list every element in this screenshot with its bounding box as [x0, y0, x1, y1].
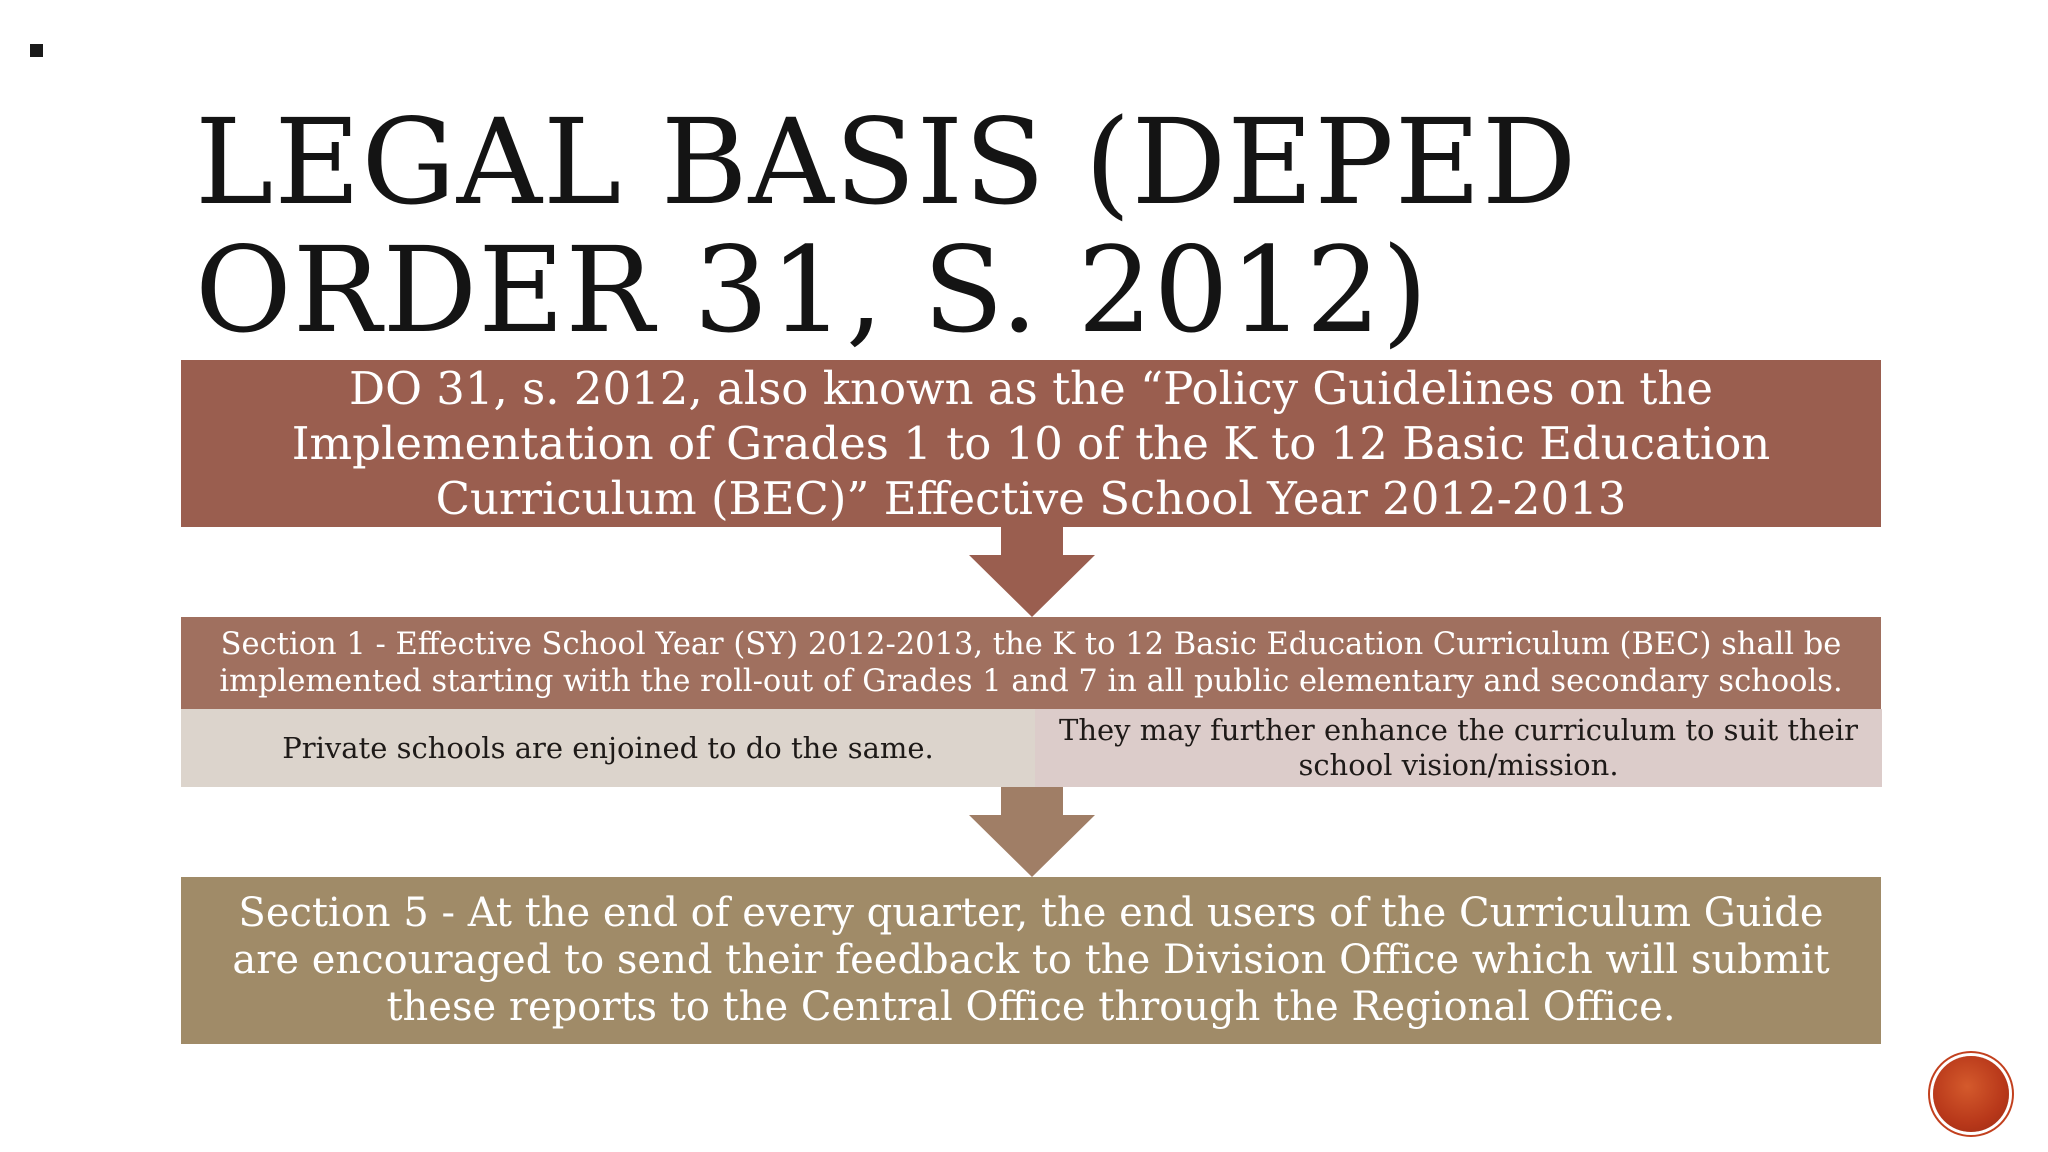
policy-guidelines-box [181, 360, 1881, 527]
section-5-text: Section 5 - At the end of every quarter, the end users of the Curriculum Guide are encouraged to send their feedback to the Division Office which will submit these reports to the Central Office through the Regional Office. [232, 890, 1830, 1030]
square-bullet-icon [30, 44, 43, 57]
section-1-text: Section 1 - Effective School Year (SY) 2012-2013, the K to 12 Basic Education Curriculum (BEC) shall be implemented starting with the roll-out of Grades 1 and 7 in all public elementary and secondary schools. [219, 627, 1843, 699]
policy-guidelines-text: DO 31, s. 2012, also known as the “Policy Guidelines on the Implementation of Grades 1 to 10 of the K to 12 Basic Education Curriculum (BEC)” Effective School Year 2012-2013 [291, 362, 1771, 525]
section-1-box [181, 617, 1881, 709]
down-arrow-icon [969, 527, 1095, 617]
section-5-box [181, 877, 1881, 1044]
next-slide-button[interactable] [1933, 1056, 2009, 1132]
enhance-curriculum-box [1035, 709, 1882, 787]
private-schools-text: Private schools are enjoined to do the same. [282, 730, 934, 765]
private-schools-box [181, 709, 1035, 787]
enhance-curriculum-text: They may further enhance the curriculum to suit their school vision/mission. [1058, 713, 1858, 782]
slide-title: LEGAL BASIS (DEPED ORDER 31, S. 2012) [195, 93, 1578, 359]
down-arrow-icon [969, 787, 1095, 877]
